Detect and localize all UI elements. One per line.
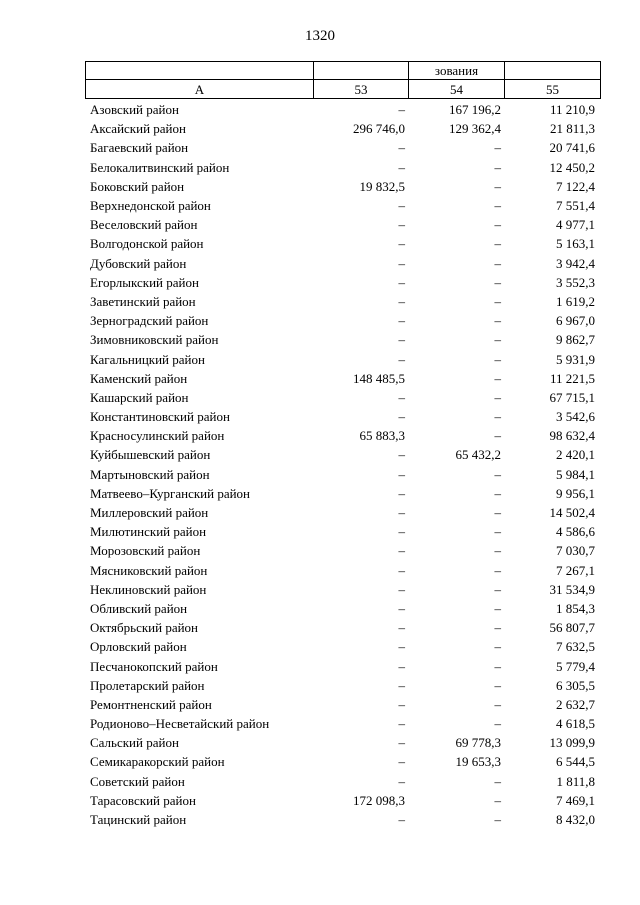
value-col-54: – (494, 485, 501, 501)
table-row (85, 254, 600, 273)
district-name: Кагальницкий район (90, 351, 205, 367)
table-row (85, 618, 600, 637)
value-col-55: 4 618,5 (556, 716, 595, 732)
value-col-55: 11 210,9 (549, 102, 595, 118)
value-col-53: – (398, 754, 405, 770)
district-name: Каменский район (90, 370, 188, 386)
table-row (85, 791, 600, 810)
value-col-54: – (494, 600, 501, 616)
district-name: Пролетарский район (90, 677, 205, 693)
table-row (85, 656, 600, 675)
value-col-54: 19 653,3 (455, 754, 501, 770)
table-row (85, 445, 600, 464)
value-col-53: – (398, 696, 405, 712)
value-col-55: 6 544,5 (556, 754, 595, 770)
value-col-55: 20 741,6 (549, 140, 595, 156)
table-row (85, 388, 600, 407)
district-name: Мясниковский район (90, 562, 208, 578)
value-col-54: – (494, 409, 501, 425)
table-row (85, 292, 600, 311)
value-col-53: – (398, 658, 405, 674)
table-row (85, 407, 600, 426)
value-col-55: 1 619,2 (556, 293, 595, 309)
table-row (85, 465, 600, 484)
district-name: Константиновский район (90, 409, 230, 425)
table-row (85, 196, 600, 215)
value-col-55: 21 811,3 (549, 121, 595, 137)
value-col-54: – (494, 351, 501, 367)
value-col-53: – (398, 639, 405, 655)
value-col-55: 1 811,8 (556, 773, 595, 789)
table-row (85, 426, 600, 445)
district-name: Тарасовский район (90, 792, 196, 808)
value-col-53: – (398, 102, 405, 118)
value-col-54: – (494, 293, 501, 309)
value-col-53: – (398, 620, 405, 636)
table-row (85, 752, 600, 771)
value-col-55: 2 420,1 (556, 447, 595, 463)
value-col-54: – (494, 658, 501, 674)
value-col-55: 7 267,1 (556, 562, 595, 578)
value-col-53: – (398, 255, 405, 271)
district-name: Милютинский район (90, 524, 207, 540)
value-col-54: – (494, 562, 501, 578)
district-name: Орловский район (90, 639, 187, 655)
district-name: Зерноградский район (90, 313, 209, 329)
table-row (85, 637, 600, 656)
table-row (85, 349, 600, 368)
value-col-54: – (494, 198, 501, 214)
header-cell-54-top: зования (409, 62, 505, 80)
value-col-55: 14 502,4 (549, 505, 595, 521)
table-row (85, 100, 600, 119)
value-col-53: 19 832,5 (359, 178, 405, 194)
header-cell-a: А (86, 80, 314, 99)
value-col-54: – (494, 332, 501, 348)
value-col-55: 7 632,5 (556, 639, 595, 655)
district-name: Песчанокопский район (90, 658, 218, 674)
table-row (85, 541, 600, 560)
value-col-55: 98 632,4 (549, 428, 595, 444)
district-name: Морозовский район (90, 543, 201, 559)
value-col-54: – (494, 792, 501, 808)
value-col-55: 8 432,0 (556, 812, 595, 828)
table-row (85, 810, 600, 829)
table-row (85, 695, 600, 714)
value-col-53: 172 098,3 (353, 792, 405, 808)
table-row (85, 714, 600, 733)
district-name: Боковский район (90, 178, 185, 194)
value-col-55: 9 862,7 (556, 332, 595, 348)
value-col-55: 13 099,9 (549, 735, 595, 751)
value-col-54: – (494, 581, 501, 597)
value-col-54: – (494, 639, 501, 655)
value-col-55: 12 450,2 (549, 159, 595, 175)
value-col-55: 1 854,3 (556, 600, 595, 616)
district-name: Октябрьский район (90, 620, 198, 636)
value-col-54: – (494, 677, 501, 693)
value-col-53: – (398, 389, 405, 405)
value-col-53: – (398, 505, 405, 521)
table-row (85, 484, 600, 503)
table-row (85, 158, 600, 177)
district-name: Верхнедонской район (90, 198, 211, 214)
value-col-55: 7 030,7 (556, 543, 595, 559)
value-col-53: – (398, 716, 405, 732)
district-name: Ремонтненский район (90, 696, 212, 712)
value-col-54: 69 778,3 (455, 735, 501, 751)
table-row (85, 561, 600, 580)
table-row (85, 215, 600, 234)
value-col-53: – (398, 217, 405, 233)
table-row (85, 119, 600, 138)
value-col-54: – (494, 524, 501, 540)
value-col-54: 65 432,2 (455, 447, 501, 463)
value-col-53: – (398, 581, 405, 597)
value-col-54: – (494, 716, 501, 732)
table-row (85, 273, 600, 292)
value-col-53: 65 883,3 (359, 428, 405, 444)
value-col-55: 6 305,5 (556, 677, 595, 693)
value-col-55: 9 956,1 (556, 485, 595, 501)
value-col-53: – (398, 812, 405, 828)
district-name: Егорлыкский район (90, 274, 199, 290)
header-continuation-row (86, 62, 601, 80)
value-col-54: – (494, 696, 501, 712)
district-name: Неклиновский район (90, 581, 207, 597)
value-col-55: 5 931,9 (556, 351, 595, 367)
value-col-55: 4 977,1 (556, 217, 595, 233)
value-col-53: – (398, 543, 405, 559)
district-name: Дубовский район (90, 255, 187, 271)
value-col-54: – (494, 313, 501, 329)
value-col-55: 5 984,1 (556, 466, 595, 482)
value-col-54: – (494, 370, 501, 386)
table-row (85, 369, 600, 388)
district-name: Волгодонской район (90, 236, 204, 252)
value-col-54: – (494, 274, 501, 290)
district-name: Азовский район (90, 102, 179, 118)
district-name: Родионово–Несветайский район (90, 716, 270, 732)
value-col-54: – (494, 428, 501, 444)
value-col-55: 56 807,7 (549, 620, 595, 636)
district-name: Зимовниковский район (90, 332, 219, 348)
value-col-55: 7 469,1 (556, 792, 595, 808)
value-col-53: 296 746,0 (353, 121, 405, 137)
value-col-53: – (398, 332, 405, 348)
district-name: Заветинский район (90, 293, 196, 309)
table-header (85, 61, 601, 99)
value-col-55: 67 715,1 (549, 389, 595, 405)
header-cell-55: 55 (505, 80, 601, 99)
district-name: Кашарский район (90, 389, 189, 405)
value-col-53: 148 485,5 (353, 370, 405, 386)
value-col-55: 5 779,4 (556, 658, 595, 674)
district-name: Багаевский район (90, 140, 189, 156)
value-col-53: – (398, 198, 405, 214)
value-col-54: – (494, 620, 501, 636)
district-name: Белокалитвинский район (90, 159, 230, 175)
value-col-55: 3 542,6 (556, 409, 595, 425)
value-col-54: – (494, 389, 501, 405)
value-col-55: 5 163,1 (556, 236, 595, 252)
value-col-53: – (398, 524, 405, 540)
value-col-53: – (398, 313, 405, 329)
value-col-55: 11 221,5 (549, 370, 595, 386)
value-col-55: 2 632,7 (556, 696, 595, 712)
header-cell-55-top (505, 62, 601, 80)
header-cell-54: 54 (409, 80, 505, 99)
header-cell-53-top (314, 62, 409, 80)
table-row (85, 733, 600, 752)
value-col-53: – (398, 140, 405, 156)
value-col-53: – (398, 351, 405, 367)
district-name: Красносулинский район (90, 428, 225, 444)
value-col-54: – (494, 543, 501, 559)
value-col-53: – (398, 274, 405, 290)
table-body (85, 100, 600, 829)
header-cell-a-top (86, 62, 314, 80)
value-col-53: – (398, 236, 405, 252)
district-name: Матвеево–Курганский район (90, 485, 251, 501)
value-col-55: 7 122,4 (556, 178, 595, 194)
table-row (85, 503, 600, 522)
table-row (85, 234, 600, 253)
value-col-53: – (398, 466, 405, 482)
value-col-53: – (398, 159, 405, 175)
value-col-54: – (494, 178, 501, 194)
value-col-53: – (398, 677, 405, 693)
value-col-53: – (398, 735, 405, 751)
value-col-55: 6 967,0 (556, 313, 595, 329)
table-row (85, 177, 600, 196)
district-name: Советский район (90, 773, 185, 789)
value-col-54: 167 196,2 (449, 102, 501, 118)
value-col-53: – (398, 447, 405, 463)
table-row (85, 522, 600, 541)
value-col-54: – (494, 773, 501, 789)
table-row (85, 580, 600, 599)
value-col-54: 129 362,4 (449, 121, 501, 137)
value-col-54: – (494, 812, 501, 828)
value-col-53: – (398, 485, 405, 501)
district-name: Веселовский район (90, 217, 198, 233)
value-col-55: 31 534,9 (549, 581, 595, 597)
district-name: Тацинский район (90, 812, 187, 828)
value-col-53: – (398, 600, 405, 616)
value-col-54: – (494, 159, 501, 175)
table-row (85, 311, 600, 330)
district-name: Сальский район (90, 735, 179, 751)
value-col-54: – (494, 466, 501, 482)
district-name: Мартыновский район (90, 466, 210, 482)
value-col-54: – (494, 255, 501, 271)
value-col-54: – (494, 505, 501, 521)
value-col-53: – (398, 293, 405, 309)
value-col-54: – (494, 217, 501, 233)
value-col-55: 7 551,4 (556, 198, 595, 214)
header-column-numbers-row (86, 80, 601, 99)
district-name: Обливский район (90, 600, 188, 616)
table-row (85, 330, 600, 349)
value-col-53: – (398, 562, 405, 578)
value-col-55: 3 552,3 (556, 274, 595, 290)
value-col-55: 4 586,6 (556, 524, 595, 540)
page-number: 1320 (305, 28, 335, 44)
value-col-54: – (494, 140, 501, 156)
value-col-55: 3 942,4 (556, 255, 595, 271)
value-col-53: – (398, 773, 405, 789)
district-name: Миллеровский район (90, 505, 209, 521)
header-cell-53: 53 (314, 80, 409, 99)
district-name: Семикаракорский район (90, 754, 225, 770)
value-col-54: – (494, 236, 501, 252)
district-name: Куйбышевский район (90, 447, 211, 463)
district-name: Аксайский район (90, 121, 186, 137)
table-row (85, 676, 600, 695)
table-row (85, 772, 600, 791)
value-col-53: – (398, 409, 405, 425)
table-row (85, 599, 600, 618)
table-row (85, 138, 600, 157)
